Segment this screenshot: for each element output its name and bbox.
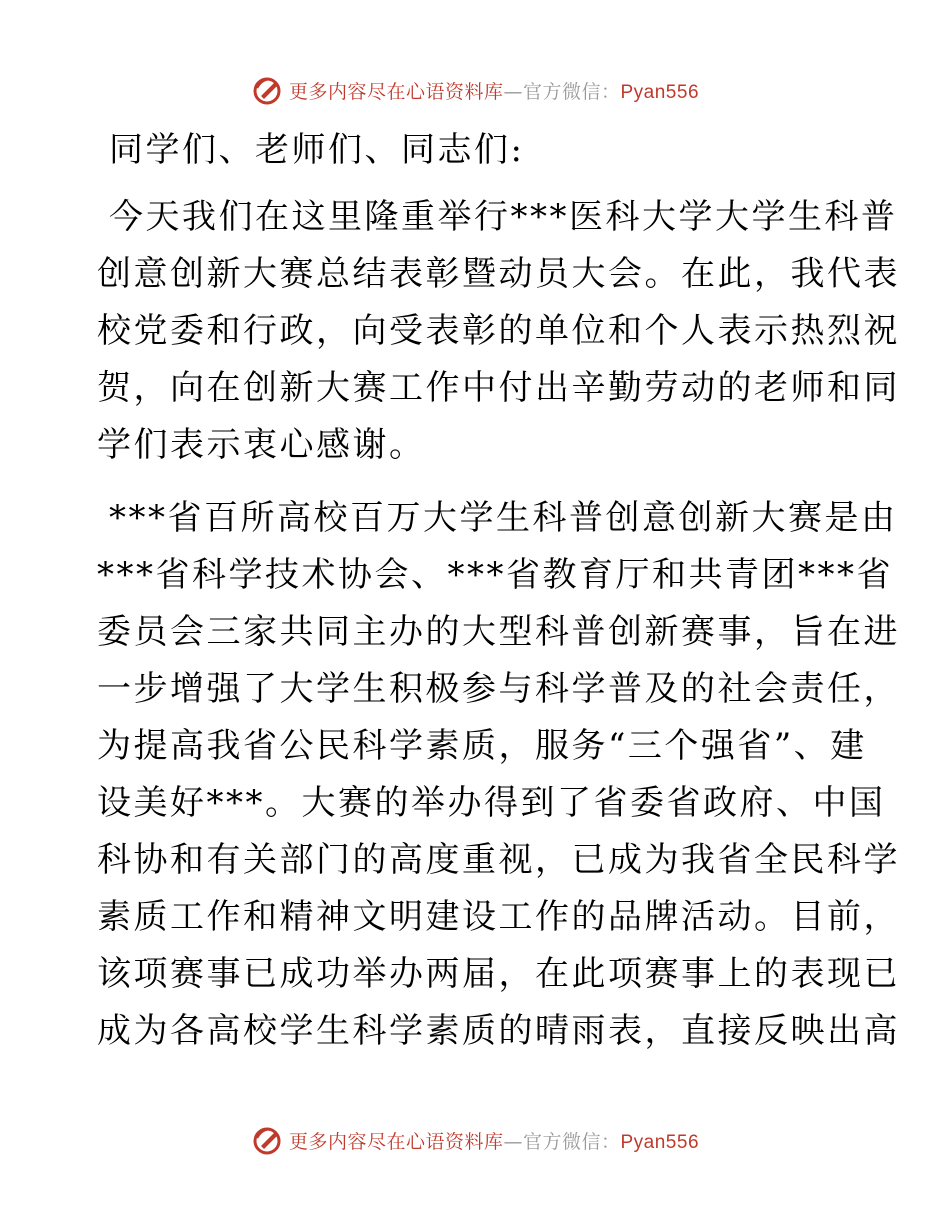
header-watermark: [0, 72, 950, 108]
watermark-brand: 更多内容尽在心语资料库: [288, 80, 504, 103]
paragraph-line: 成为各高校学生科学素质的晴雨表，直接反映出高: [97, 1011, 900, 1051]
watermark-handle: Pyan556: [620, 1131, 700, 1153]
watermark-text: [289, 77, 699, 104]
watermark-handle: Pyan556: [620, 81, 700, 103]
watermark-brand: 更多内容尽在心语资料库: [288, 1130, 504, 1153]
paragraph-line: 设美好***。大赛的举办得到了省委省政府、中国: [97, 783, 886, 823]
paragraph-line: 为提高我省公民科学素质，服务“三个强省”、建: [97, 726, 867, 766]
paragraph-line: 学们表示衷心感谢。: [97, 425, 426, 465]
brand-logo-icon: [251, 74, 283, 106]
paragraph-line: 今天我们在这里隆重举行***医科大学大学生科普: [109, 197, 898, 237]
watermark-dash: —: [503, 1130, 523, 1153]
watermark-dash: —: [503, 80, 523, 103]
document-body: [97, 122, 900, 1076]
watermark-text: [289, 1127, 699, 1154]
paragraph-line: 一步增强了大学生积极参与科学普及的社会责任，: [97, 669, 900, 709]
paragraph-line: 贺，向在创新大赛工作中付出辛勤劳动的老师和同: [97, 368, 900, 408]
paragraph-line: ***省科学技术协会、***省教育厅和共青团***省: [97, 555, 893, 595]
salutation: 同学们、老师们、同志们:: [109, 130, 525, 170]
brand-logo-icon: [251, 1124, 283, 1156]
paragraph-line: 素质工作和精神文明建设工作的品牌活动。目前，: [97, 897, 900, 937]
paragraph-line: 该项赛事已成功举办两届，在此项赛事上的表现已: [97, 954, 900, 994]
footer-watermark: [0, 1122, 950, 1158]
paragraph-line: 创意创新大赛总结表彰暨动员大会。在此，我代表: [97, 254, 900, 294]
paragraph-2: [97, 490, 900, 1060]
paragraph-line: 委员会三家共同主办的大型科普创新赛事，旨在进: [97, 612, 900, 652]
paragraph-1: [97, 189, 900, 474]
watermark-label: 官方微信：: [522, 80, 621, 103]
paragraph-line: 校党委和行政，向受表彰的单位和个人表示热烈祝: [97, 311, 900, 351]
paragraph-line: 科协和有关部门的高度重视，已成为我省全民科学: [97, 840, 900, 880]
paragraph-line: ***省百所高校百万大学生科普创意创新大赛是由: [109, 498, 898, 538]
watermark-label: 官方微信：: [522, 1130, 621, 1153]
